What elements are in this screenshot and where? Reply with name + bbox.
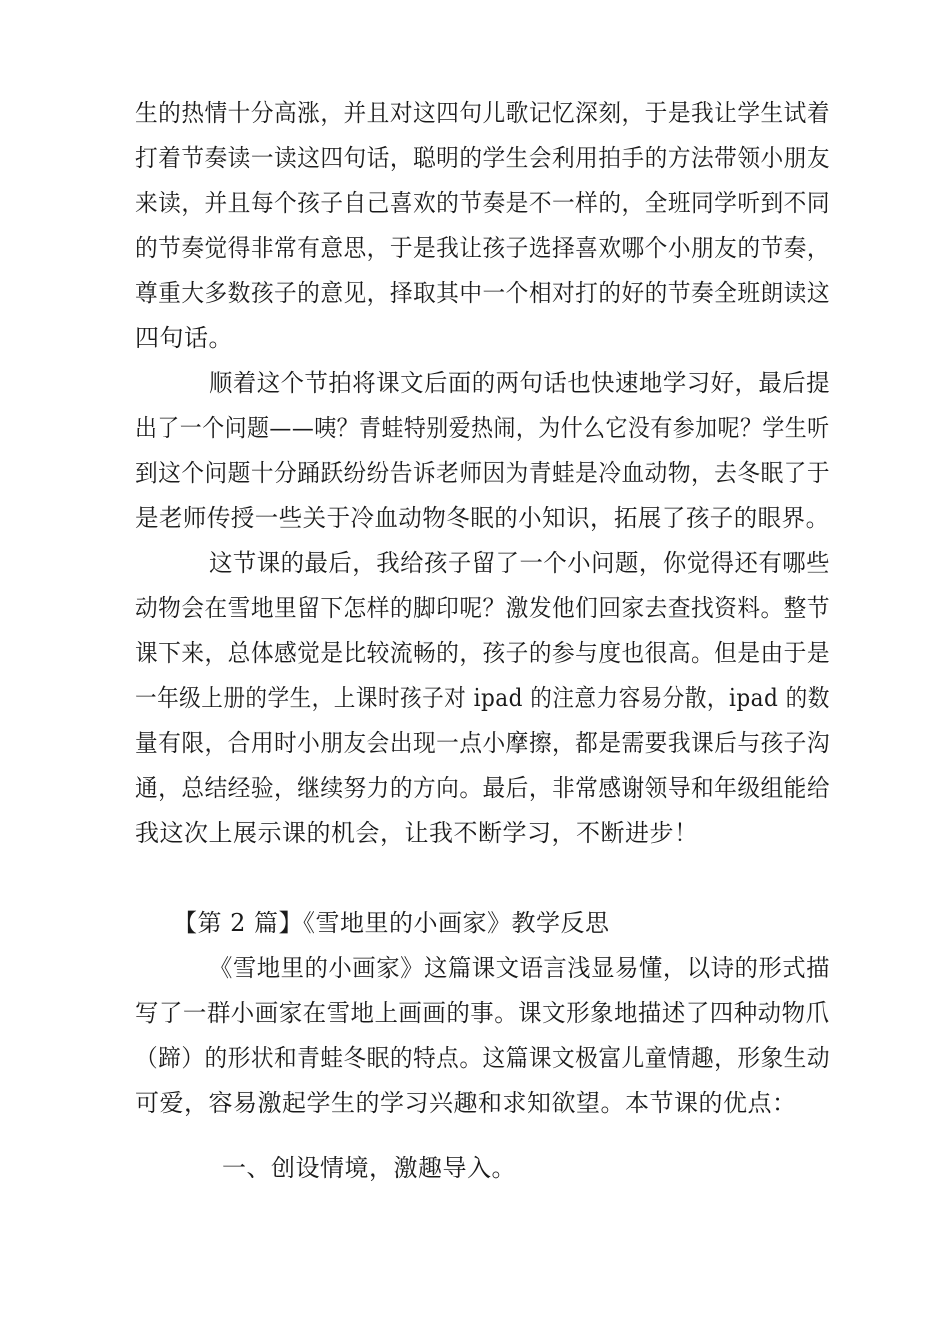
paragraph-line: 通，总结经验，继续努力的方向。最后，非常感谢领导和年级组能给	[135, 774, 831, 802]
paragraph-line: 写了一群小画家在雪地上画画的事。课文形象地描述了四种动物爪	[135, 999, 830, 1027]
paragraph-line: 顺着这个节拍将课文后面的两句话也快速地学习好，最后提	[209, 369, 831, 397]
paragraph-line: 出了一个问题——咦？青蛙特别爱热闹，为什么它没有参加呢？学生听	[135, 414, 830, 442]
paragraph-line: 到这个问题十分踊跃纷纷告诉老师因为青蛙是冷血动物，去冬眠了于	[135, 459, 831, 487]
section-heading: 【第 2 篇】《雪地里的小画家》教学反思	[173, 909, 610, 937]
paragraph-line: 生的热情十分高涨，并且对这四句儿歌记忆深刻，于是我让学生试着	[135, 99, 831, 127]
paragraph-line: 打着节奏读一读这四句话，聪明的学生会利用拍手的方法带领小朋友	[135, 144, 831, 172]
paragraph-line: 量有限，合用时小朋友会出现一点小摩擦，都是需要我课后与孩子沟	[135, 729, 831, 757]
paragraph-line: 动物会在雪地里留下怎样的脚印呢？激发他们回家去查找资料。整节	[135, 594, 831, 622]
paragraph-line: 可爱，容易激起学生的学习兴趣和求知欲望。本节课的优点：	[135, 1089, 797, 1117]
paragraph-line: 是老师传授一些关于冷血动物冬眠的小知识，拓展了孩子的眼界。	[135, 504, 830, 532]
paragraph-line: （蹄）的形状和青蛙冬眠的特点。这篇课文极富儿童情趣，形象生动	[135, 1044, 831, 1072]
paragraph-line: 的节奏觉得非常有意思，于是我让孩子选择喜欢哪个小朋友的节奏，	[135, 234, 831, 262]
paragraph-line: 这节课的最后，我给孩子留了一个小问题，你觉得还有哪些	[209, 549, 831, 577]
paragraph-line: 《雪地里的小画家》这篇课文语言浅显易懂，以诗的形式描	[209, 954, 831, 982]
sub-heading: 一、创设情境，激趣导入。	[222, 1154, 516, 1182]
paragraph-line: 课下来，总体感觉是比较流畅的，孩子的参与度也很高。但是由于是	[135, 639, 831, 667]
paragraph-line: 四句话。	[135, 324, 233, 352]
paragraph-line: 尊重大多数孩子的意见，择取其中一个相对打的好的节奏全班朗读这	[135, 279, 831, 307]
paragraph-line: 我这次上展示课的机会，让我不断学习，不断进步！	[135, 819, 699, 847]
paragraph-line: 来读，并且每个孩子自己喜欢的节奏是不一样的，全班同学听到不同	[135, 189, 831, 217]
paragraph-line: 一年级上册的学生，上课时孩子对 ipad 的注意力容易分散，ipad 的数	[135, 684, 830, 712]
